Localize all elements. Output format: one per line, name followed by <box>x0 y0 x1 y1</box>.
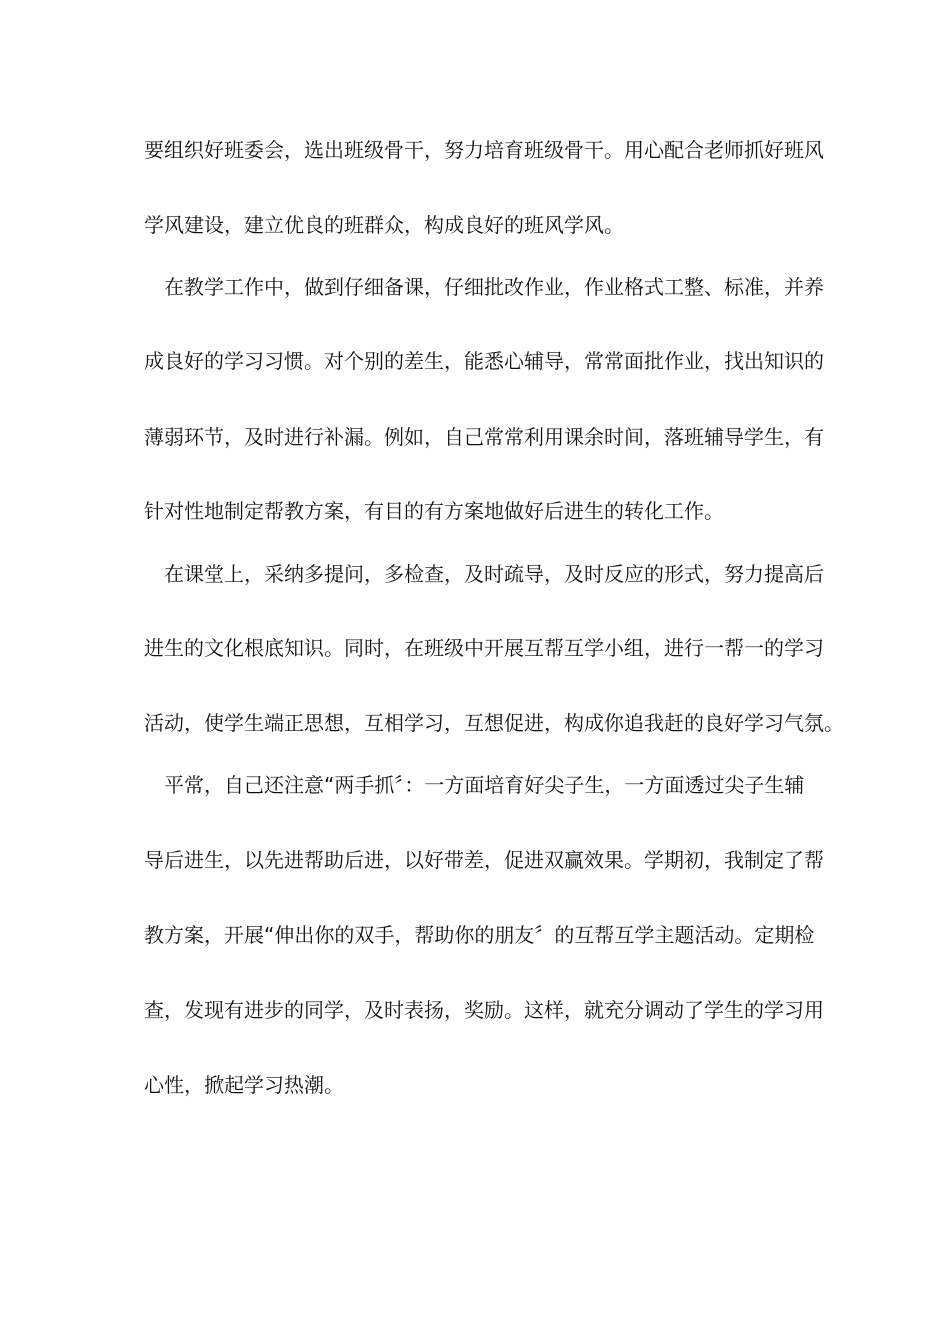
text-line: 活动，使学生端正思想，互相学习，互想促进，构成你追我赶的良好学习气氛。 <box>144 711 844 735</box>
text-line: 教方案，开展“伸出你的双手，帮助你的朋友〞的互帮互学主题活动。定期检 <box>144 923 815 947</box>
text-line: 针对性地制定帮教方案，有目的有方案地做好后进生的转化工作。 <box>144 499 724 523</box>
text-line: 导后进生，以先进帮助后进，以好带差，促进双赢效果。学期初，我制定了帮 <box>144 848 824 872</box>
text-line: 心性，掀起学习热潮。 <box>144 1073 344 1097</box>
text-line: 学风建设，建立优良的班群众，构成良好的班风学风。 <box>144 213 624 237</box>
text-line: 要组织好班委会，选出班级骨干，努力培育班级骨干。用心配合老师抓好班风 <box>144 138 824 162</box>
text-line: 成良好的学习习惯。对个别的差生，能悉心辅导，常常面批作业，找出知识的 <box>144 349 824 373</box>
paragraph-first-line: 在课堂上，采纳多提问，多检查，及时疏导，及时反应的形式，努力提高后 <box>164 562 824 586</box>
text-line: 薄弱环节，及时进行补漏。例如，自己常常利用课余时间，落班辅导学生，有 <box>144 425 824 449</box>
paragraph-first-line: 平常，自己还注意“两手抓〞：一方面培育好尖子生，一方面透过尖子生辅 <box>164 773 805 797</box>
text-line: 查，发现有进步的同学，及时表扬，奖励。这样，就充分调动了学生的学习用 <box>144 998 824 1022</box>
text-line: 进生的文化根底知识。同时，在班级中开展互帮互学小组，进行一帮一的学习 <box>144 636 824 660</box>
paragraph-first-line: 在教学工作中，做到仔细备课，仔细批改作业，作业格式工整、标准，并养 <box>164 275 824 299</box>
